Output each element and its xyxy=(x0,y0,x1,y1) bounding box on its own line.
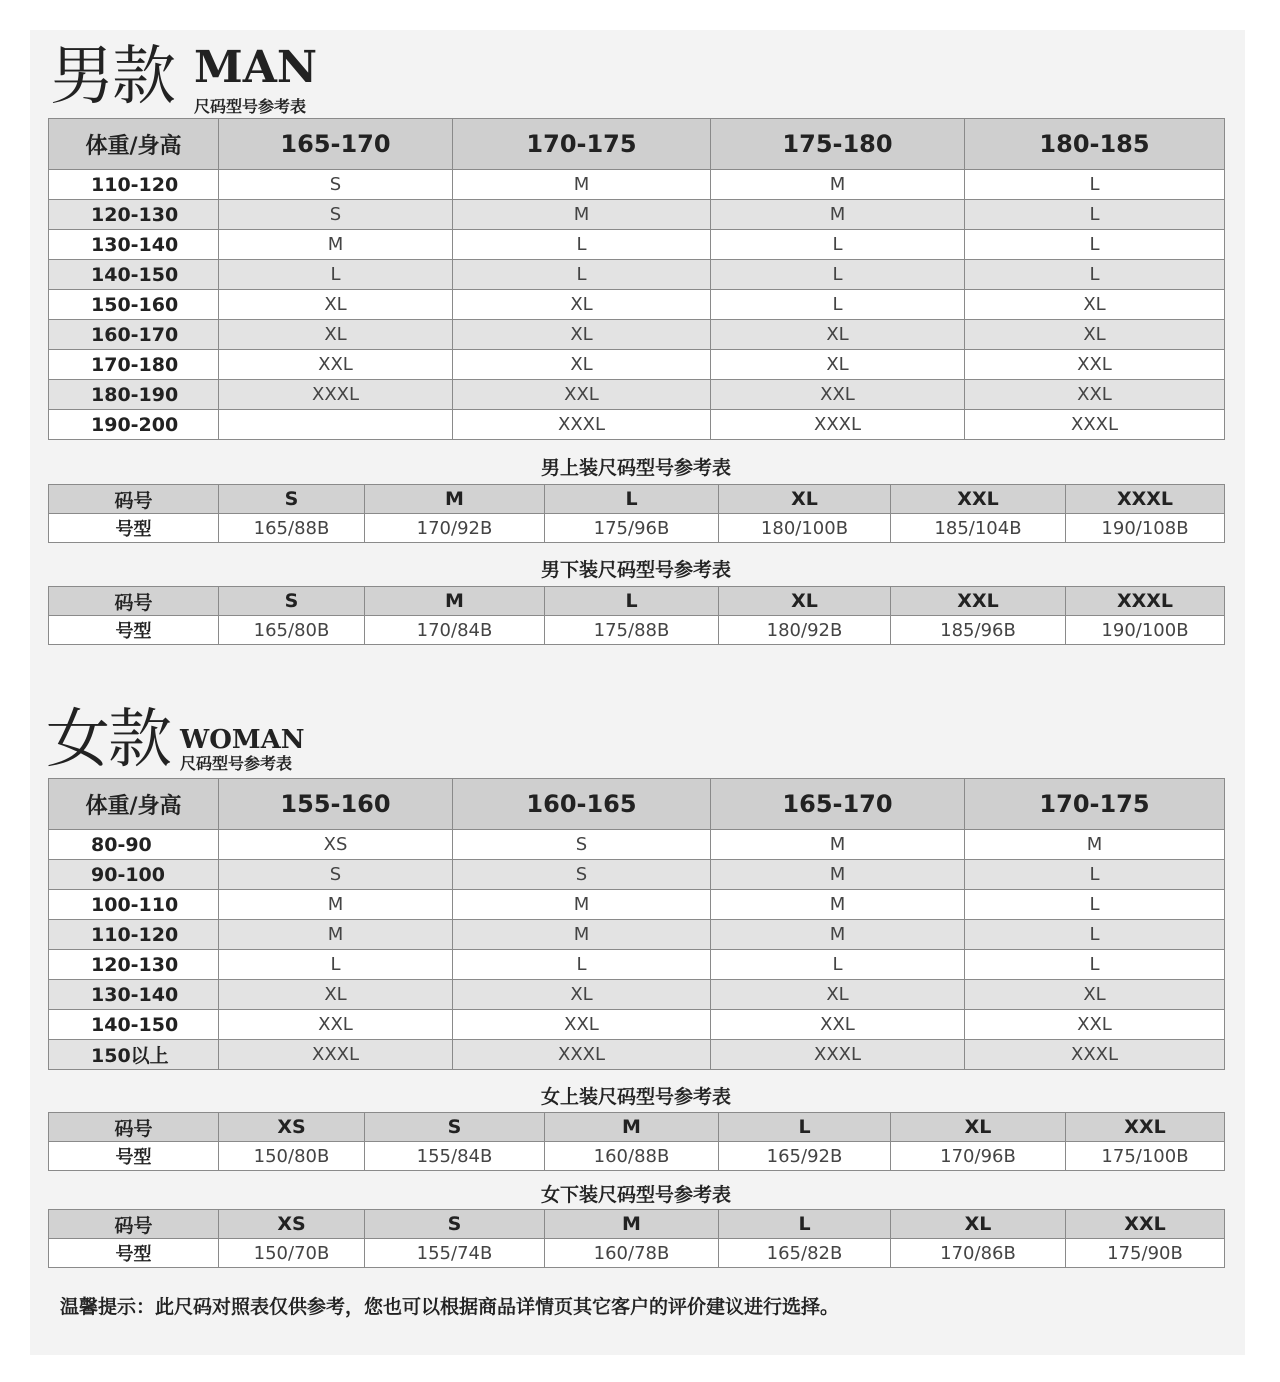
man-subtitle: 尺码型号参考表 xyxy=(194,97,307,116)
code-cell: S xyxy=(365,1113,545,1142)
type-cell: 160/78B xyxy=(545,1239,719,1268)
code-cell: M xyxy=(545,1113,719,1142)
code-cell: L xyxy=(719,1210,891,1239)
man-bottom-table xyxy=(48,586,1225,645)
size-cell: XXL xyxy=(453,380,711,410)
size-cell: XL xyxy=(453,350,711,380)
weight-cell: 90-100 xyxy=(49,860,219,890)
table-row xyxy=(49,920,1225,950)
type-cell: 165/92B xyxy=(719,1142,891,1171)
type-cell: 175/100B xyxy=(1066,1142,1225,1171)
size-cell: L xyxy=(219,260,453,290)
type-cell: 170/92B xyxy=(365,514,545,543)
man-title-en: MAN xyxy=(194,42,318,93)
size-cell: XXL xyxy=(219,350,453,380)
code-label: 码号 xyxy=(49,1113,219,1142)
size-cell: M xyxy=(711,920,965,950)
size-cell: M xyxy=(219,920,453,950)
type-cell: 175/88B xyxy=(545,616,719,645)
size-cell: L xyxy=(219,950,453,980)
table-row xyxy=(49,230,1225,260)
type-cell: 180/92B xyxy=(719,616,891,645)
size-cell: XL xyxy=(711,320,965,350)
woman-subtitle: 尺码型号参考表 xyxy=(180,754,293,773)
height-header: 170-175 xyxy=(965,779,1225,830)
man-top-caption: 男上装尺码型号参考表 xyxy=(540,457,731,479)
size-cell: S xyxy=(453,860,711,890)
code-label: 码号 xyxy=(49,1210,219,1239)
size-cell: XL xyxy=(453,290,711,320)
height-header: 175-180 xyxy=(711,119,965,170)
size-cell: XXL xyxy=(965,380,1225,410)
woman-top-table xyxy=(48,1112,1225,1171)
size-cell: XXL xyxy=(965,350,1225,380)
footer-note: 温馨提示：此尺码对照表仅供参考，您也可以根据商品详情页其它客户的评价建议进行选择。 xyxy=(60,1296,840,1318)
size-cell: XXXL xyxy=(219,380,453,410)
size-cell: XL xyxy=(219,980,453,1010)
size-cell: L xyxy=(453,230,711,260)
size-cell: XL xyxy=(453,320,711,350)
code-cell: M xyxy=(545,1210,719,1239)
size-cell: L xyxy=(965,890,1225,920)
type-cell: 170/96B xyxy=(891,1142,1066,1171)
type-cell: 175/90B xyxy=(1066,1239,1225,1268)
size-cell: S xyxy=(219,170,453,200)
type-cell: 175/96B xyxy=(545,514,719,543)
size-cell: M xyxy=(711,830,965,860)
size-cell: L xyxy=(711,950,965,980)
table-row xyxy=(49,950,1225,980)
man-bottom-caption: 男下装尺码型号参考表 xyxy=(540,559,731,581)
type-cell: 185/96B xyxy=(891,616,1066,645)
woman-size-header-row xyxy=(49,779,1225,830)
size-cell: L xyxy=(711,230,965,260)
height-header: 160-165 xyxy=(453,779,711,830)
size-cell: XXL xyxy=(711,380,965,410)
code-row xyxy=(49,485,1225,514)
height-header: 165-170 xyxy=(219,119,453,170)
size-cell: M xyxy=(453,920,711,950)
code-cell: XS xyxy=(219,1113,365,1142)
code-row xyxy=(49,587,1225,616)
woman-top-caption: 女上装尺码型号参考表 xyxy=(540,1086,731,1108)
weight-cell: 180-190 xyxy=(49,380,219,410)
height-header: 170-175 xyxy=(453,119,711,170)
type-cell: 165/82B xyxy=(719,1239,891,1268)
woman-bottom-table xyxy=(48,1209,1225,1268)
type-cell: 170/84B xyxy=(365,616,545,645)
table-row xyxy=(49,170,1225,200)
size-cell: M xyxy=(453,200,711,230)
weight-cell: 130-140 xyxy=(49,980,219,1010)
code-cell: M xyxy=(365,485,545,514)
size-cell: XL xyxy=(965,980,1225,1010)
size-cell: XL xyxy=(453,980,711,1010)
table-row xyxy=(49,1040,1225,1070)
size-cell: M xyxy=(453,890,711,920)
size-cell: M xyxy=(219,890,453,920)
code-cell: XXXL xyxy=(1066,485,1225,514)
table-row xyxy=(49,1010,1225,1040)
height-header: 165-170 xyxy=(711,779,965,830)
code-cell: XXL xyxy=(1066,1113,1225,1142)
size-cell: XXXL xyxy=(219,1040,453,1070)
size-cell: XL xyxy=(711,980,965,1010)
type-label: 号型 xyxy=(49,1239,219,1268)
code-cell: XL xyxy=(891,1113,1066,1142)
code-row xyxy=(49,1113,1225,1142)
size-cell: XS xyxy=(219,830,453,860)
man-section-header xyxy=(44,32,444,122)
size-cell: L xyxy=(711,260,965,290)
code-cell: L xyxy=(719,1113,891,1142)
size-cell: S xyxy=(219,200,453,230)
woman-section-header xyxy=(40,695,440,785)
code-cell: XXXL xyxy=(1066,587,1225,616)
type-cell: 165/88B xyxy=(219,514,365,543)
table-row xyxy=(49,380,1225,410)
table-row xyxy=(49,890,1225,920)
weight-cell: 100-110 xyxy=(49,890,219,920)
code-row xyxy=(49,1210,1225,1239)
size-cell: L xyxy=(965,200,1225,230)
type-cell: 190/108B xyxy=(1066,514,1225,543)
code-cell: S xyxy=(219,587,365,616)
code-cell: S xyxy=(365,1210,545,1239)
table-row xyxy=(49,200,1225,230)
weight-cell: 150以上 xyxy=(49,1040,219,1070)
corner-header: 体重/身高 xyxy=(49,119,219,170)
type-label: 号型 xyxy=(49,514,219,543)
code-cell: XS xyxy=(219,1210,365,1239)
table-row xyxy=(49,290,1225,320)
size-cell: XXXL xyxy=(453,410,711,440)
size-cell: XXL xyxy=(453,1010,711,1040)
code-cell: M xyxy=(365,587,545,616)
code-cell: XL xyxy=(719,485,891,514)
size-cell: XXL xyxy=(711,1010,965,1040)
size-cell: M xyxy=(711,170,965,200)
code-cell: XL xyxy=(891,1210,1066,1239)
table-row xyxy=(49,860,1225,890)
size-cell: XL xyxy=(965,290,1225,320)
type-cell: 150/70B xyxy=(219,1239,365,1268)
size-cell: L xyxy=(965,230,1225,260)
man-size-header-row xyxy=(49,119,1225,170)
size-cell: XXXL xyxy=(711,1040,965,1070)
code-cell: XL xyxy=(719,587,891,616)
type-cell: 185/104B xyxy=(891,514,1066,543)
table-row xyxy=(49,980,1225,1010)
code-cell: S xyxy=(219,485,365,514)
type-cell: 190/100B xyxy=(1066,616,1225,645)
weight-cell: 190-200 xyxy=(49,410,219,440)
type-row xyxy=(49,616,1225,645)
weight-cell: 140-150 xyxy=(49,260,219,290)
size-cell: L xyxy=(711,290,965,320)
size-cell: XXL xyxy=(219,1010,453,1040)
woman-title-cn: 女款 xyxy=(46,703,170,777)
weight-cell: 120-130 xyxy=(49,950,219,980)
height-header: 180-185 xyxy=(965,119,1225,170)
size-cell: S xyxy=(219,860,453,890)
weight-cell: 160-170 xyxy=(49,320,219,350)
weight-cell: 130-140 xyxy=(49,230,219,260)
code-cell: XXL xyxy=(1066,1210,1225,1239)
code-cell: XXL xyxy=(891,587,1066,616)
size-cell: XXXL xyxy=(453,1040,711,1070)
size-cell: XXXL xyxy=(965,410,1225,440)
height-header: 155-160 xyxy=(219,779,453,830)
woman-bottom-caption: 女下装尺码型号参考表 xyxy=(540,1184,731,1206)
size-cell: M xyxy=(711,200,965,230)
size-cell: M xyxy=(711,890,965,920)
type-cell: 150/80B xyxy=(219,1142,365,1171)
weight-cell: 140-150 xyxy=(49,1010,219,1040)
type-cell: 160/88B xyxy=(545,1142,719,1171)
woman-title-en: WOMAN xyxy=(180,725,305,755)
code-label: 码号 xyxy=(49,587,219,616)
table-row xyxy=(49,350,1225,380)
size-cell: XXXL xyxy=(965,1040,1225,1070)
weight-cell: 120-130 xyxy=(49,200,219,230)
type-cell: 155/84B xyxy=(365,1142,545,1171)
size-cell: L xyxy=(965,920,1225,950)
type-cell: 165/80B xyxy=(219,616,365,645)
type-label: 号型 xyxy=(49,616,219,645)
size-cell: M xyxy=(965,830,1225,860)
size-cell: L xyxy=(453,260,711,290)
size-cell: XL xyxy=(965,320,1225,350)
size-cell: L xyxy=(453,950,711,980)
size-cell: L xyxy=(965,860,1225,890)
table-row xyxy=(49,260,1225,290)
table-row xyxy=(49,410,1225,440)
size-cell: XL xyxy=(219,320,453,350)
size-cell: L xyxy=(965,170,1225,200)
table-row xyxy=(49,830,1225,860)
size-cell xyxy=(219,410,453,440)
size-cell: XXL xyxy=(965,1010,1225,1040)
man-size-table xyxy=(48,118,1225,440)
woman-size-table xyxy=(48,778,1225,1070)
type-cell: 180/100B xyxy=(719,514,891,543)
code-label: 码号 xyxy=(49,485,219,514)
size-cell: S xyxy=(453,830,711,860)
type-row xyxy=(49,1142,1225,1171)
size-cell: M xyxy=(711,860,965,890)
code-cell: XXL xyxy=(891,485,1066,514)
type-row xyxy=(49,1239,1225,1268)
man-title-cn: 男款 xyxy=(50,40,174,114)
man-top-table xyxy=(48,484,1225,543)
size-cell: M xyxy=(453,170,711,200)
weight-cell: 110-120 xyxy=(49,920,219,950)
type-cell: 170/86B xyxy=(891,1239,1066,1268)
weight-cell: 110-120 xyxy=(49,170,219,200)
size-cell: XL xyxy=(711,350,965,380)
size-cell: L xyxy=(965,260,1225,290)
type-cell: 155/74B xyxy=(365,1239,545,1268)
corner-header: 体重/身高 xyxy=(49,779,219,830)
size-cell: M xyxy=(219,230,453,260)
table-row xyxy=(49,320,1225,350)
code-cell: L xyxy=(545,587,719,616)
weight-cell: 170-180 xyxy=(49,350,219,380)
weight-cell: 150-160 xyxy=(49,290,219,320)
type-row xyxy=(49,514,1225,543)
code-cell: L xyxy=(545,485,719,514)
weight-cell: 80-90 xyxy=(49,830,219,860)
size-cell: XXXL xyxy=(711,410,965,440)
type-label: 号型 xyxy=(49,1142,219,1171)
size-cell: XL xyxy=(219,290,453,320)
size-cell: L xyxy=(965,950,1225,980)
